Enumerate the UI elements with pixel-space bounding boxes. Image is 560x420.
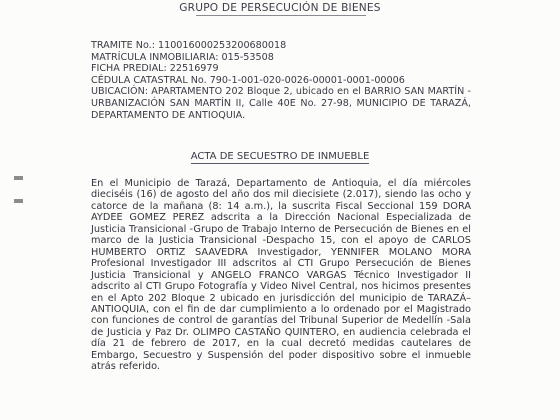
scan-margin-mark <box>14 199 23 203</box>
ubicacion: UBICACIÓN: APARTAMENTO 202 Bloque 2, ubicado en el BARRIO SAN MARTÍN -URBANIZACIÓN SAN MARTÍN II, Calle 40E No. 27-98, MUNICIPIO DE TARAZÁ, DEPARTAMENTO DE ANTIOQUIA. <box>91 86 471 121</box>
matricula-inmobiliaria: MATRÍCULA INMOBILIARIA: 015-53508 <box>91 51 274 63</box>
scan-margin-mark <box>14 176 23 180</box>
acta-heading <box>0 151 560 162</box>
tramite-number: TRAMITE No.: 110016000253200680018 <box>91 40 287 51</box>
title-underline <box>196 15 366 16</box>
ficha-predial: FICHA PREDIAL: 22516979 <box>91 63 219 75</box>
acta-body-paragraph: En el Municipio de Tarazá, Departamento de Antioquia, el día miércoles dieciséis (16) de agosto del año dos mil diecisiete (2.017), siendo las ocho y catorce de la mañana (8: 14 a.m.), la suscrita Fiscal Seccional 159 DORA AYDEE GOMEZ PEREZ adscrita a la Dirección Nacional Especializada de Justicia Transicional -Grupo de Trabajo Interno de Persecución de Bienes en el marco de la Justicia Transicional -Despacho 15, con el apoyo de CARLOS HUMBERTO ORTIZ SAAVEDRA Investigador, YENNIFER MOLANO MORA Profesional Investigador III adscritos al CTI Grupo Persecución de Bienes Justicia Transicional y ANGELO FRANCO VARGAS Técnico Investigador II adscrito al CTI Grupo Fotografía y Video Nivel Central, nos hicimos presentes en el Apto 202 Bloque 2 ubicado en jurisdicción del municipio de TARAZÁ–ANTIOQUIA, con el fin de dar cumplimiento a lo ordenado por el Magistrado con funciones de control de garantías del Tribunal Superior de Medellín -Sala de Justicia y Paz Dr. OLIMPO CASTAÑO QUINTERO, en audiencia celebrada el día 21 de febrero de 2017, en la cual decretó medidas cautelares de Embargo, Secuestro y Suspensión del poder dispositivo sobre el inmueble atrás referido. <box>91 178 471 373</box>
property-metadata <box>91 40 471 121</box>
document-title: GRUPO DE PERSECUCIÓN DE BIENES <box>179 2 381 14</box>
acta-heading-text: ACTA DE SECUESTRO DE INMUEBLE <box>190 151 370 162</box>
cedula-catastral: CÉDULA CATASTRAL No. 790-1-001-020-0026-00001-0001-00006 <box>91 74 405 86</box>
